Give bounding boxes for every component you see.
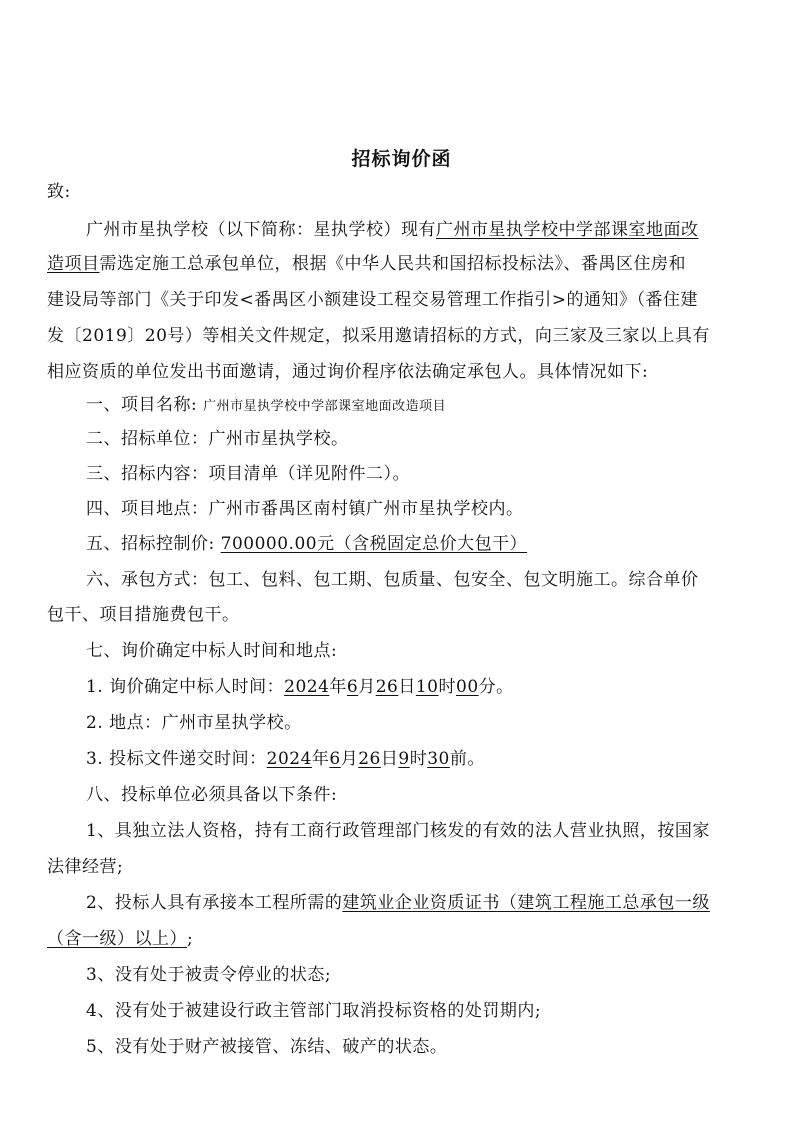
submission-suffix: 前。 [449, 749, 485, 769]
intro-line-3: 建设局等部门《关于印发<番禺区小额建设工程交易管理工作指引>的通知》（番住建 [47, 290, 698, 310]
item-bidding-unit: 二、招标单位：广州市星执学校。 [86, 429, 349, 449]
item-requirements: 八、投标单位必须具备以下条件: [86, 785, 338, 805]
item-bidding-content: 三、招标内容：项目清单（详见附件二）。 [86, 464, 410, 484]
requirement-text: ; [187, 929, 194, 949]
minute-suffix: 分。 [478, 677, 514, 697]
qualification-certificate: 建筑业企业资质证书（建筑工程施工总承包一级 [342, 893, 710, 913]
intro-line-4: 发〔2019〕20号）等相关文件规定，拟采用邀请招标的方式，向三家及三家以上具有 [47, 326, 710, 346]
item-project-name [86, 394, 796, 418]
item-submission-time [86, 748, 796, 770]
award-year: 2024 [284, 677, 330, 697]
requirement-2-line-1 [86, 892, 796, 914]
item-contract-method-line-1: 六、承包方式：包工、包料、包工期、包质量、包安全、包文明施工。综合单价 [86, 570, 699, 590]
requirement-1-line-2: 法律经营; [47, 857, 124, 877]
control-price-value: 700000.00元（含税固定总价大包干） [220, 534, 528, 554]
qualification-certificate-cont: （含一级）以上） [47, 929, 187, 949]
project-name-link-cont: 造项目 [47, 254, 100, 274]
item-label: 五、招标控制价: [86, 534, 215, 554]
requirement-4: 4、没有处于被建设行政主管部门取消投标资格的处罚期内; [86, 1001, 542, 1021]
hour-char: 时 [409, 749, 428, 769]
year-char: 年 [329, 677, 347, 697]
requirement-3: 3、没有处于被责令停业的状态; [86, 965, 332, 985]
submission-minute: 30 [427, 749, 450, 769]
award-day: 26 [375, 677, 399, 697]
project-name-link: 广州市星执学校中学部课室地面改 [436, 220, 699, 240]
award-hour: 10 [415, 677, 439, 697]
item-label: 一、项目名称: [86, 395, 198, 415]
item-award-time [86, 676, 796, 698]
award-month: 6 [346, 677, 359, 697]
item-location: 2. 地点：广州市星执学校。 [86, 713, 302, 733]
requirement-2-line-2 [47, 928, 757, 950]
submission-month: 6 [329, 749, 341, 769]
submission-day: 26 [358, 749, 381, 769]
submission-year: 2024 [266, 749, 312, 769]
month-char: 月 [358, 677, 376, 697]
intro-line-1 [86, 219, 796, 241]
award-minute: 00 [456, 677, 479, 697]
submission-hour: 9 [398, 749, 410, 769]
hour-char: 时 [438, 677, 456, 697]
submission-time-label: 3. 投标文件递交时间： [86, 749, 267, 769]
item-contract-method-line-2: 包干、项目措施费包干。 [47, 605, 240, 625]
intro-line-2 [47, 253, 757, 275]
salutation: 致: [47, 182, 71, 202]
document-title: 招标询价函 [351, 148, 452, 170]
year-char: 年 [311, 749, 330, 769]
item-control-price [86, 533, 796, 555]
day-char: 日 [380, 749, 399, 769]
intro-text: 广州市星执学校（以下简称：星执学校）现有 [86, 220, 436, 240]
intro-line-5: 相应资质的单位发出书面邀请，通过询价程序依法确定承包人。具体情况如下: [47, 362, 649, 382]
item-time-place: 七、询价确定中标人时间和地点: [86, 641, 338, 661]
month-char: 月 [340, 749, 359, 769]
intro-text: 需选定施工总承包单位，根据《中华人民共和国招标投标法》、番禺区住房和 [99, 254, 686, 274]
day-char: 日 [398, 677, 416, 697]
requirement-text: 2、投标人具有承接本工程所需的 [86, 893, 343, 913]
requirement-5: 5、没有处于财产被接管、冻结、破产的状态。 [86, 1037, 448, 1057]
award-time-label: 1. 询价确定中标人时间： [86, 677, 285, 697]
item-value: 广州市星执学校中学部课室地面改造项目 [203, 399, 447, 414]
requirement-1-line-1: 1、具独立法人资格，持有工商行政管理部门核发的有效的法人营业执照，按国家 [86, 821, 710, 841]
item-project-location: 四、项目地点：广州市番禺区南村镇广州市星执学校内。 [86, 499, 524, 519]
